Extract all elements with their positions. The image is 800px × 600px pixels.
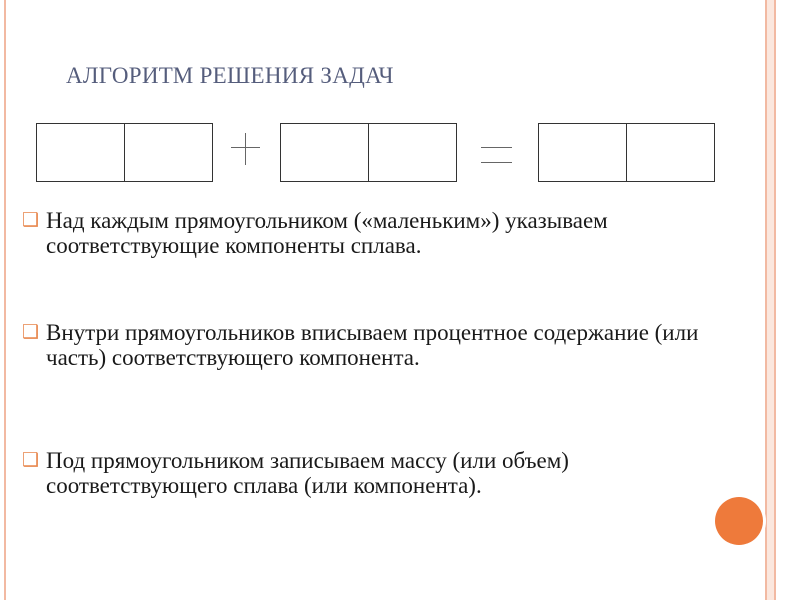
accent-circle: [715, 497, 763, 545]
rectangle-alloy-1: [36, 123, 213, 182]
equals-sign-bottom: [481, 162, 512, 163]
list-item: [22, 320, 752, 370]
list-item: [22, 208, 752, 258]
plus-sign-vertical: [245, 133, 246, 165]
rectangle-alloy-2: [280, 123, 457, 182]
plus-sign-horizontal: [231, 147, 260, 148]
right-border-outer-line: [774, 0, 776, 600]
bullet-text: Над каждым прямоугольником («маленьким») указываем соответствующие компоненты сплава.: [46, 208, 608, 258]
bullet-text: Внутри прямоугольников вписываем процентное содержание (или часть) соответствующего компонента.: [46, 320, 699, 370]
list-item: [22, 448, 752, 498]
bullet-text: Под прямоугольником записываем массу (или объем) соответствующего сплава (или компонента).: [46, 448, 569, 498]
right-border-band: [767, 0, 774, 600]
rectangle-divider: [368, 124, 369, 181]
bullet-square-icon: ❑: [22, 450, 40, 471]
slide-title: АЛГОРИТМ РЕШЕНИЯ ЗАДАЧ: [66, 63, 394, 88]
rectangle-divider: [124, 124, 125, 181]
bullet-square-icon: ❑: [22, 322, 40, 343]
equals-sign-top: [481, 147, 512, 148]
rectangle-divider: [626, 124, 627, 181]
left-border-line: [4, 0, 6, 600]
rectangle-result-alloy: [538, 123, 715, 182]
bullet-square-icon: ❑: [22, 210, 40, 231]
